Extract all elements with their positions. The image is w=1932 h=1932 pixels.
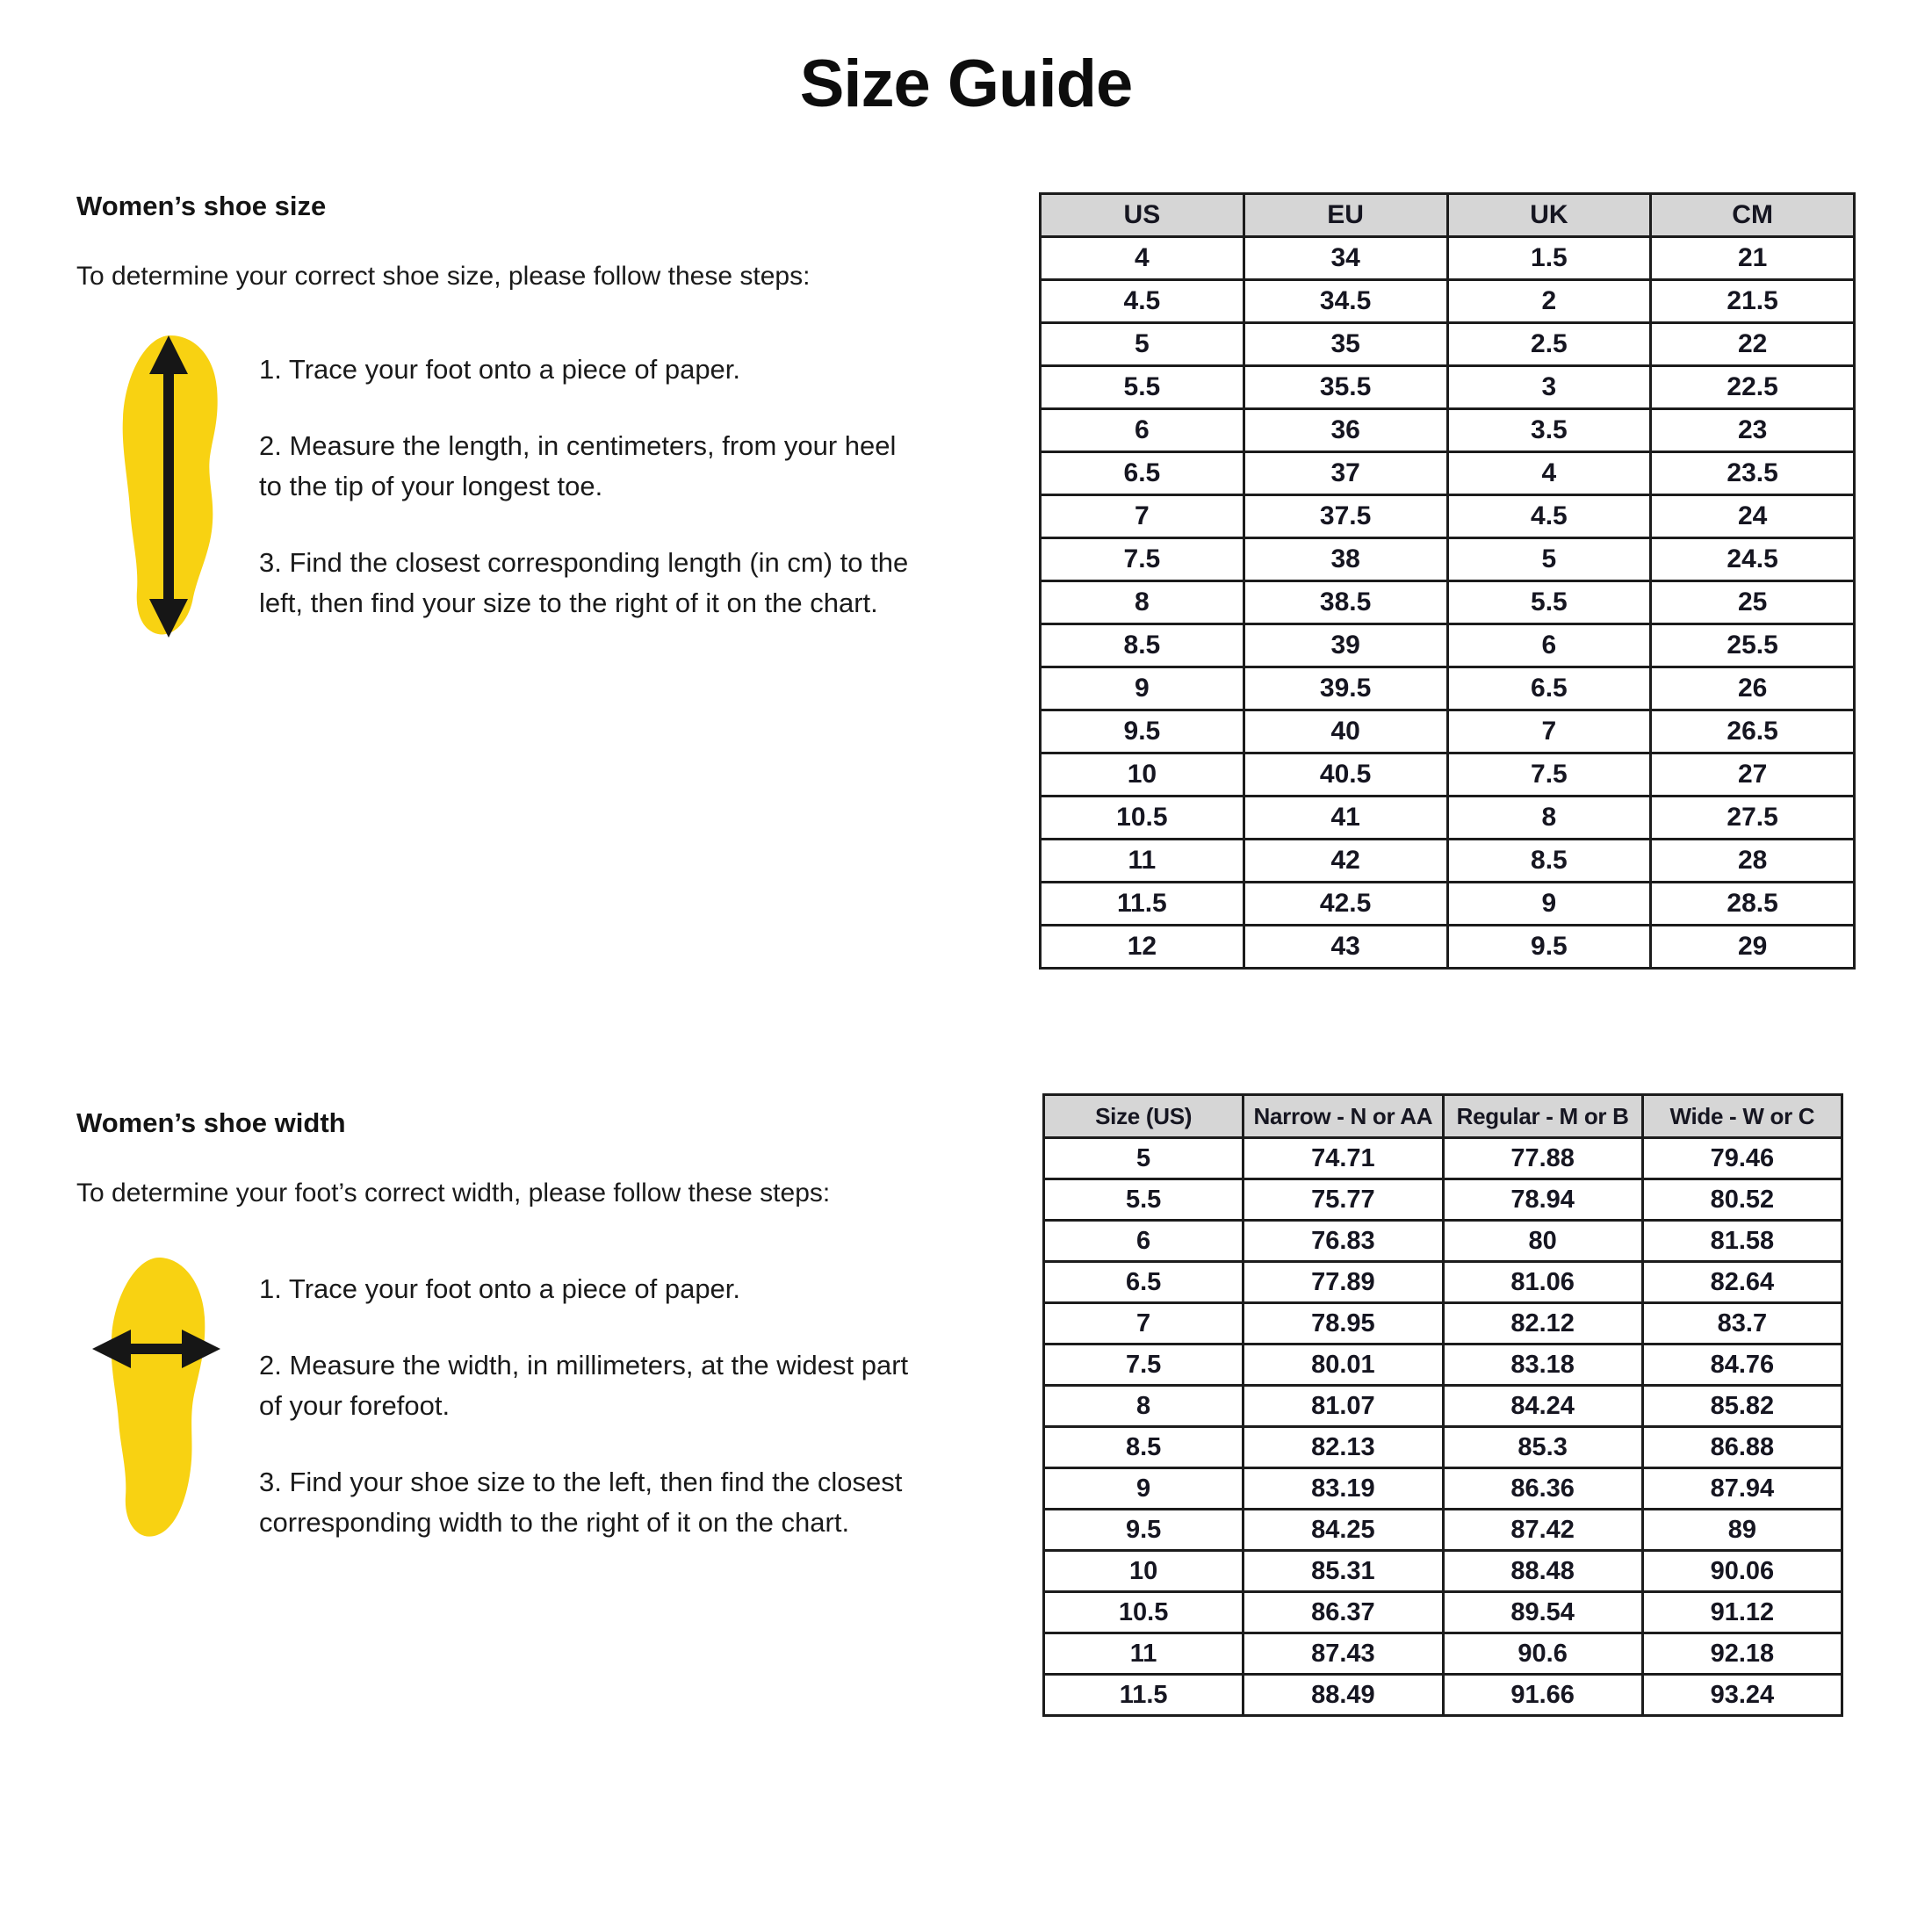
table-cell: 27.5 bbox=[1651, 797, 1855, 840]
section-heading-shoe-size: Women’s shoe size bbox=[76, 191, 327, 221]
shoe-size-table bbox=[1039, 192, 1856, 970]
table-cell: 93.24 bbox=[1642, 1675, 1842, 1716]
step-line: 3. Find your shoe size to the left, then find the closest bbox=[259, 1467, 903, 1497]
table-cell: 7 bbox=[1447, 710, 1651, 753]
table-cell: 11 bbox=[1044, 1633, 1244, 1675]
table-row bbox=[1044, 1427, 1842, 1468]
table-cell: 40 bbox=[1244, 710, 1447, 753]
table-cell: 76.83 bbox=[1244, 1221, 1443, 1262]
table-cell: 8 bbox=[1041, 581, 1244, 624]
table-row bbox=[1041, 710, 1855, 753]
table-cell: 11.5 bbox=[1041, 883, 1244, 926]
table-cell: 89 bbox=[1642, 1510, 1842, 1551]
table-cell: 80.52 bbox=[1642, 1179, 1842, 1221]
table-cell: 85.82 bbox=[1642, 1386, 1842, 1427]
table-cell: 38 bbox=[1244, 538, 1447, 581]
table-row bbox=[1041, 538, 1855, 581]
instruction-step bbox=[259, 1269, 1049, 1309]
table-cell: 5.5 bbox=[1044, 1179, 1244, 1221]
column-header: UK bbox=[1447, 194, 1651, 237]
table-cell: 8.5 bbox=[1041, 624, 1244, 667]
table-cell: 90.06 bbox=[1642, 1551, 1842, 1592]
table-cell: 7.5 bbox=[1041, 538, 1244, 581]
column-header: Wide - W or C bbox=[1642, 1095, 1842, 1138]
table-cell: 86.88 bbox=[1642, 1427, 1842, 1468]
table-cell: 37 bbox=[1244, 452, 1447, 495]
column-header: US bbox=[1041, 194, 1244, 237]
table-cell: 28.5 bbox=[1651, 883, 1855, 926]
table-row bbox=[1041, 624, 1855, 667]
table-cell: 87.43 bbox=[1244, 1633, 1443, 1675]
table-cell: 21 bbox=[1651, 237, 1855, 280]
table-cell: 12 bbox=[1041, 926, 1244, 969]
table-cell: 10 bbox=[1041, 753, 1244, 797]
table-cell: 3.5 bbox=[1447, 409, 1651, 452]
table-cell: 9.5 bbox=[1041, 710, 1244, 753]
table-row bbox=[1041, 926, 1855, 969]
table-cell: 6.5 bbox=[1447, 667, 1651, 710]
foot-width-icon bbox=[90, 1254, 222, 1554]
table-cell: 34.5 bbox=[1244, 280, 1447, 323]
table-cell: 28 bbox=[1651, 840, 1855, 883]
table-cell: 83.19 bbox=[1244, 1468, 1443, 1510]
table-cell: 9 bbox=[1447, 883, 1651, 926]
table-cell: 10.5 bbox=[1044, 1592, 1244, 1633]
table-cell: 91.66 bbox=[1443, 1675, 1642, 1716]
table-cell: 38.5 bbox=[1244, 581, 1447, 624]
page-title: Size Guide bbox=[799, 47, 1133, 121]
table-row bbox=[1044, 1303, 1842, 1344]
table-row bbox=[1041, 495, 1855, 538]
table-row bbox=[1044, 1551, 1842, 1592]
table-cell: 82.12 bbox=[1443, 1303, 1642, 1344]
table-header-row bbox=[1044, 1095, 1842, 1138]
table-row bbox=[1044, 1179, 1842, 1221]
table-cell: 8 bbox=[1447, 797, 1651, 840]
instruction-step bbox=[259, 543, 1049, 624]
table-cell: 36 bbox=[1244, 409, 1447, 452]
step-line: 2. Measure the length, in centimeters, from your heel bbox=[259, 430, 897, 461]
table-cell: 86.37 bbox=[1244, 1592, 1443, 1633]
step-line: 3. Find the closest corresponding length (in cm) to the bbox=[259, 547, 909, 578]
table-row bbox=[1041, 753, 1855, 797]
table-cell: 39.5 bbox=[1244, 667, 1447, 710]
table-row bbox=[1041, 667, 1855, 710]
table-row bbox=[1041, 581, 1855, 624]
table-row bbox=[1041, 409, 1855, 452]
step-line: to the tip of your longest toe. bbox=[259, 471, 603, 501]
table-row bbox=[1041, 452, 1855, 495]
table-cell: 5.5 bbox=[1041, 366, 1244, 409]
foot-outline-shape bbox=[112, 1258, 205, 1537]
table-cell: 6 bbox=[1041, 409, 1244, 452]
table-row bbox=[1044, 1592, 1842, 1633]
table-cell: 29 bbox=[1651, 926, 1855, 969]
table-cell: 84.25 bbox=[1244, 1510, 1443, 1551]
table-cell: 82.64 bbox=[1642, 1262, 1842, 1303]
table-cell: 87.94 bbox=[1642, 1468, 1842, 1510]
table-cell: 85.31 bbox=[1244, 1551, 1443, 1592]
shoe-width-table bbox=[1042, 1093, 1843, 1717]
table-cell: 5 bbox=[1447, 538, 1651, 581]
table-row bbox=[1041, 797, 1855, 840]
table-cell: 23 bbox=[1651, 409, 1855, 452]
table-cell: 25 bbox=[1651, 581, 1855, 624]
section-intro-shoe-size: To determine your correct shoe size, please follow these steps: bbox=[76, 262, 811, 291]
table-cell: 80.01 bbox=[1244, 1344, 1443, 1386]
step-line: 2. Measure the width, in millimeters, at the widest part bbox=[259, 1350, 909, 1381]
table-row bbox=[1041, 366, 1855, 409]
table-cell: 27 bbox=[1651, 753, 1855, 797]
table-row bbox=[1044, 1138, 1842, 1179]
step-line: corresponding width to the right of it on the chart. bbox=[259, 1507, 850, 1538]
table-cell: 81.07 bbox=[1244, 1386, 1443, 1427]
table-cell: 2 bbox=[1447, 280, 1651, 323]
table-cell: 74.71 bbox=[1244, 1138, 1443, 1179]
step-line: 1. Trace your foot onto a piece of paper. bbox=[259, 354, 741, 385]
table-cell: 84.76 bbox=[1642, 1344, 1842, 1386]
table-cell: 6 bbox=[1044, 1221, 1244, 1262]
table-cell: 80 bbox=[1443, 1221, 1642, 1262]
table-cell: 11.5 bbox=[1044, 1675, 1244, 1716]
table-cell: 4.5 bbox=[1447, 495, 1651, 538]
table-row bbox=[1041, 280, 1855, 323]
table-cell: 4 bbox=[1447, 452, 1651, 495]
table-cell: 39 bbox=[1244, 624, 1447, 667]
table-cell: 43 bbox=[1244, 926, 1447, 969]
table-cell: 83.18 bbox=[1443, 1344, 1642, 1386]
table-cell: 8.5 bbox=[1044, 1427, 1244, 1468]
step-line: of your forefoot. bbox=[259, 1390, 451, 1421]
instruction-step bbox=[259, 350, 1049, 390]
table-cell: 10 bbox=[1044, 1551, 1244, 1592]
table-cell: 81.58 bbox=[1642, 1221, 1842, 1262]
table-cell: 9 bbox=[1044, 1468, 1244, 1510]
table-cell: 35 bbox=[1244, 323, 1447, 366]
instruction-step bbox=[259, 426, 1049, 507]
table-cell: 10.5 bbox=[1041, 797, 1244, 840]
table-cell: 5.5 bbox=[1447, 581, 1651, 624]
table-cell: 9.5 bbox=[1044, 1510, 1244, 1551]
table-cell: 6.5 bbox=[1041, 452, 1244, 495]
table-cell: 6 bbox=[1447, 624, 1651, 667]
table-cell: 1.5 bbox=[1447, 237, 1651, 280]
table-cell: 37.5 bbox=[1244, 495, 1447, 538]
instruction-step bbox=[259, 1345, 1049, 1426]
table-cell: 81.06 bbox=[1443, 1262, 1642, 1303]
table-cell: 78.95 bbox=[1244, 1303, 1443, 1344]
table-cell: 7.5 bbox=[1044, 1344, 1244, 1386]
table-row bbox=[1044, 1675, 1842, 1716]
table-cell: 11 bbox=[1041, 840, 1244, 883]
table-row bbox=[1041, 323, 1855, 366]
table-cell: 79.46 bbox=[1642, 1138, 1842, 1179]
table-cell: 41 bbox=[1244, 797, 1447, 840]
table-cell: 4.5 bbox=[1041, 280, 1244, 323]
instructions-shoe-size bbox=[259, 350, 1049, 660]
table-cell: 85.3 bbox=[1443, 1427, 1642, 1468]
table-cell: 3 bbox=[1447, 366, 1651, 409]
instructions-shoe-width bbox=[259, 1269, 1049, 1579]
table-cell: 7 bbox=[1041, 495, 1244, 538]
table-cell: 9 bbox=[1041, 667, 1244, 710]
instruction-step bbox=[259, 1462, 1049, 1543]
table-row bbox=[1044, 1221, 1842, 1262]
table-cell: 7.5 bbox=[1447, 753, 1651, 797]
table-row bbox=[1044, 1468, 1842, 1510]
table-cell: 7 bbox=[1044, 1303, 1244, 1344]
table-cell: 89.54 bbox=[1443, 1592, 1642, 1633]
table-cell: 77.89 bbox=[1244, 1262, 1443, 1303]
table-row bbox=[1044, 1386, 1842, 1427]
table-cell: 5 bbox=[1041, 323, 1244, 366]
table-cell: 22.5 bbox=[1651, 366, 1855, 409]
table-cell: 82.13 bbox=[1244, 1427, 1443, 1468]
table-cell: 9.5 bbox=[1447, 926, 1651, 969]
table-row bbox=[1041, 840, 1855, 883]
table-cell: 90.6 bbox=[1443, 1633, 1642, 1675]
table-cell: 8.5 bbox=[1447, 840, 1651, 883]
table-cell: 92.18 bbox=[1642, 1633, 1842, 1675]
column-header: Regular - M or B bbox=[1443, 1095, 1642, 1138]
table-cell: 22 bbox=[1651, 323, 1855, 366]
table-cell: 26 bbox=[1651, 667, 1855, 710]
foot-length-icon bbox=[111, 334, 230, 639]
table-cell: 77.88 bbox=[1443, 1138, 1642, 1179]
table-cell: 84.24 bbox=[1443, 1386, 1642, 1427]
table-cell: 42.5 bbox=[1244, 883, 1447, 926]
table-cell: 21.5 bbox=[1651, 280, 1855, 323]
table-cell: 75.77 bbox=[1244, 1179, 1443, 1221]
table-cell: 40.5 bbox=[1244, 753, 1447, 797]
table-row bbox=[1044, 1344, 1842, 1386]
table-cell: 5 bbox=[1044, 1138, 1244, 1179]
table-cell: 23.5 bbox=[1651, 452, 1855, 495]
table-cell: 87.42 bbox=[1443, 1510, 1642, 1551]
column-header: Narrow - N or AA bbox=[1244, 1095, 1443, 1138]
table-cell: 86.36 bbox=[1443, 1468, 1642, 1510]
table-cell: 91.12 bbox=[1642, 1592, 1842, 1633]
table-cell: 35.5 bbox=[1244, 366, 1447, 409]
step-line: left, then find your size to the right of it on the chart. bbox=[259, 588, 878, 618]
table-cell: 26.5 bbox=[1651, 710, 1855, 753]
section-heading-shoe-width: Women’s shoe width bbox=[76, 1107, 346, 1138]
table-cell: 83.7 bbox=[1642, 1303, 1842, 1344]
table-cell: 24 bbox=[1651, 495, 1855, 538]
column-header: EU bbox=[1244, 194, 1447, 237]
table-cell: 2.5 bbox=[1447, 323, 1651, 366]
table-cell: 6.5 bbox=[1044, 1262, 1244, 1303]
table-header-row bbox=[1041, 194, 1855, 237]
table-cell: 24.5 bbox=[1651, 538, 1855, 581]
table-cell: 25.5 bbox=[1651, 624, 1855, 667]
table-cell: 4 bbox=[1041, 237, 1244, 280]
table-cell: 34 bbox=[1244, 237, 1447, 280]
table-row bbox=[1041, 237, 1855, 280]
table-cell: 42 bbox=[1244, 840, 1447, 883]
table-cell: 8 bbox=[1044, 1386, 1244, 1427]
table-row bbox=[1044, 1510, 1842, 1551]
table-cell: 78.94 bbox=[1443, 1179, 1642, 1221]
table-row bbox=[1044, 1633, 1842, 1675]
column-header: CM bbox=[1651, 194, 1855, 237]
table-row bbox=[1044, 1262, 1842, 1303]
section-intro-shoe-width: To determine your foot’s correct width, please follow these steps: bbox=[76, 1179, 831, 1208]
column-header: Size (US) bbox=[1044, 1095, 1244, 1138]
table-row bbox=[1041, 883, 1855, 926]
table-cell: 88.48 bbox=[1443, 1551, 1642, 1592]
table-cell: 88.49 bbox=[1244, 1675, 1443, 1716]
step-line: 1. Trace your foot onto a piece of paper. bbox=[259, 1273, 741, 1304]
